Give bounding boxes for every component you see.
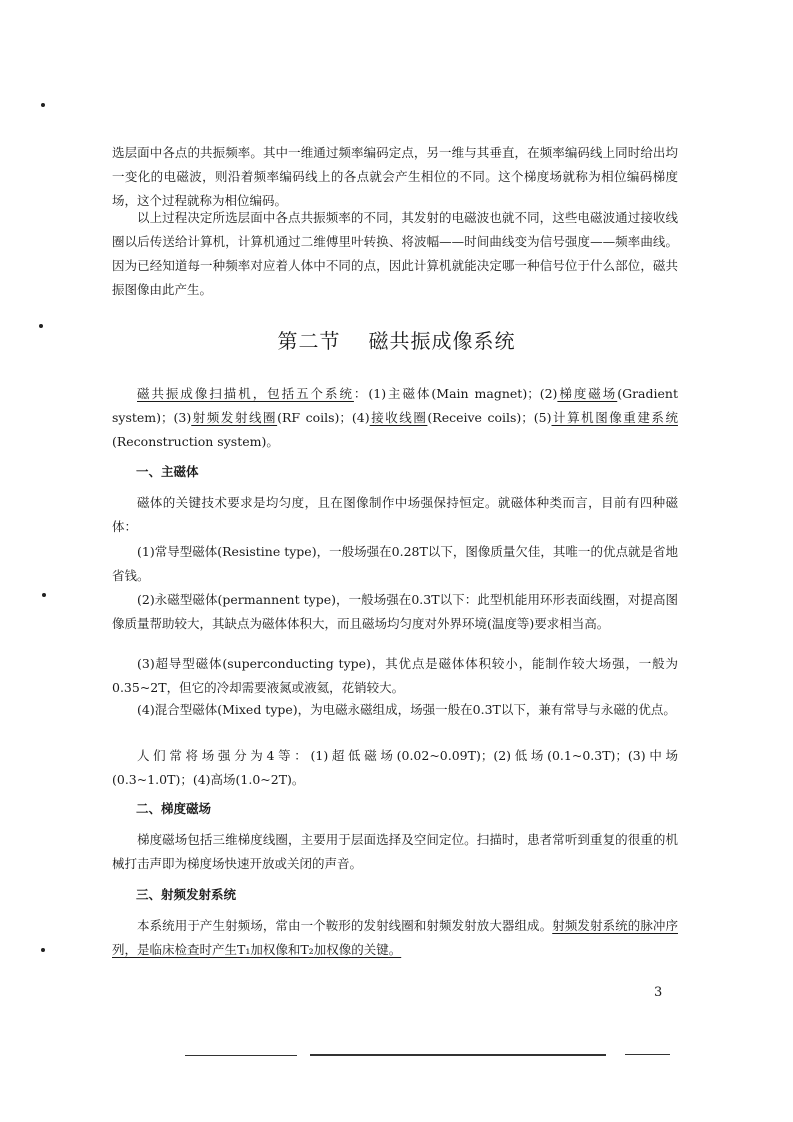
paragraph-system-intro: 磁共振成像扫描机，包括五个系统：(1)主磁体(Main magnet)；(2)梯度磁场(Gradient system)；(3)射频发射线圈(RF coils)；(4)接收线圈(Receive coils)；(5)计算机图像重建系统(Reconstruction system)。 xyxy=(112,386,678,449)
paragraph-signal-reconstruction: 以上过程决定所选层面中各点共振频率的不同，其发射的电磁波也就不同，这些电磁波通过接收线圈以后传送给计算机，计算机通过二维傅里叶转换、将波幅——时间曲线变为信号强度——频率曲线。因为已经知道每一种频率对应着人体中不同的点，因此计算机就能决定哪一种信号位于什么部位，磁共振图像由此产生。 xyxy=(112,210,678,297)
paragraph-magnet-intro: 磁体的关键技术要求是均匀度，且在图像制作中场强保持恒定。就磁体种类而言，目前有四种磁体： xyxy=(112,495,678,534)
margin-dot xyxy=(41,948,45,952)
heading-main-magnet: 一、主磁体 xyxy=(136,464,199,479)
paragraph-phase-encoding: 选层面中各点的共振频率。其中一维通过频率编码定点，另一维与其垂直，在频率编码线上同时给出均一变化的电磁波，则沿着频率编码线上的各点就会产生相位的不同。这个梯度场就称为相位编码梯度场，这个过程就称为相位编码。 xyxy=(112,145,678,208)
scan-artifact-line xyxy=(625,1054,670,1055)
underlined-text: 射频发射系统的脉冲序列，是临床检查时产生T₁加权像和T₂加权像的关键。 xyxy=(112,918,678,957)
paragraph-resistive-magnet: (1)常导型磁体(Resistine type)，一般场强在0.28T以下，图像质量欠佳，其唯一的优点就是省地省钱。 xyxy=(112,544,678,583)
paragraph-field-strength: 人们常将场强分为4等：(1)超低磁场(0.02~0.09T)；(2)低场(0.1~0.3T)；(3)中场(0.3~1.0T)；(4)高场(1.0~2T)。 xyxy=(112,748,678,787)
paragraph-permanent-magnet: (2)永磁型磁体(permannent type)，一般场强在0.3T以下：此型机能用环形表面线圈，对提高图像质量帮助较大，其缺点为磁体体积大，而且磁场均匀度对外界环境(温度等)要求相当高。 xyxy=(112,592,678,631)
margin-dot xyxy=(42,593,46,597)
paragraph-mixed-magnet: (4)混合型磁体(Mixed type)，为电磁永磁组成，场强一般在0.3T以下，兼有常导与永磁的优点。 xyxy=(137,702,676,717)
underlined-text: 计算机图像重建系统 xyxy=(551,410,678,425)
heading-rf-system: 三、射频发射系统 xyxy=(136,887,237,902)
margin-dot xyxy=(41,103,45,107)
paragraph-superconducting-magnet: (3)超导型磁体(superconducting type)，其优点是磁体体积较小，能制作较大场强，一般为0.35~2T，但它的冷却需要液氮或液氦，花销较大。 xyxy=(112,656,678,695)
heading-gradient-field: 二、梯度磁场 xyxy=(136,801,212,816)
section-title xyxy=(0,325,793,354)
underlined-text: 磁共振成像扫描机，包括五个系统 xyxy=(137,386,354,401)
section-name: 磁共振成像系统 xyxy=(368,329,516,353)
scan-artifact-line xyxy=(310,1054,606,1056)
underlined-text: 射频发射线圈 xyxy=(191,410,278,425)
section-number: 第二节 xyxy=(277,329,341,353)
scan-artifact-line xyxy=(185,1055,297,1056)
paragraph-rf: 本系统用于产生射频场，常由一个鞍形的发射线圈和射频发射放大器组成。射频发射系统的脉冲序列，是临床检查时产生T₁加权像和T₂加权像的关键。 xyxy=(112,918,678,957)
page-number: 3 xyxy=(654,985,663,1000)
underlined-text: 接收线圈 xyxy=(369,410,428,425)
paragraph-gradient: 梯度磁场包括三维梯度线圈，主要用于层面选择及空间定位。扫描时，患者常听到重复的很重的机械打击声即为梯度场快速开放或关闭的声音。 xyxy=(112,832,678,871)
underlined-text: 梯度磁场 xyxy=(557,386,618,401)
